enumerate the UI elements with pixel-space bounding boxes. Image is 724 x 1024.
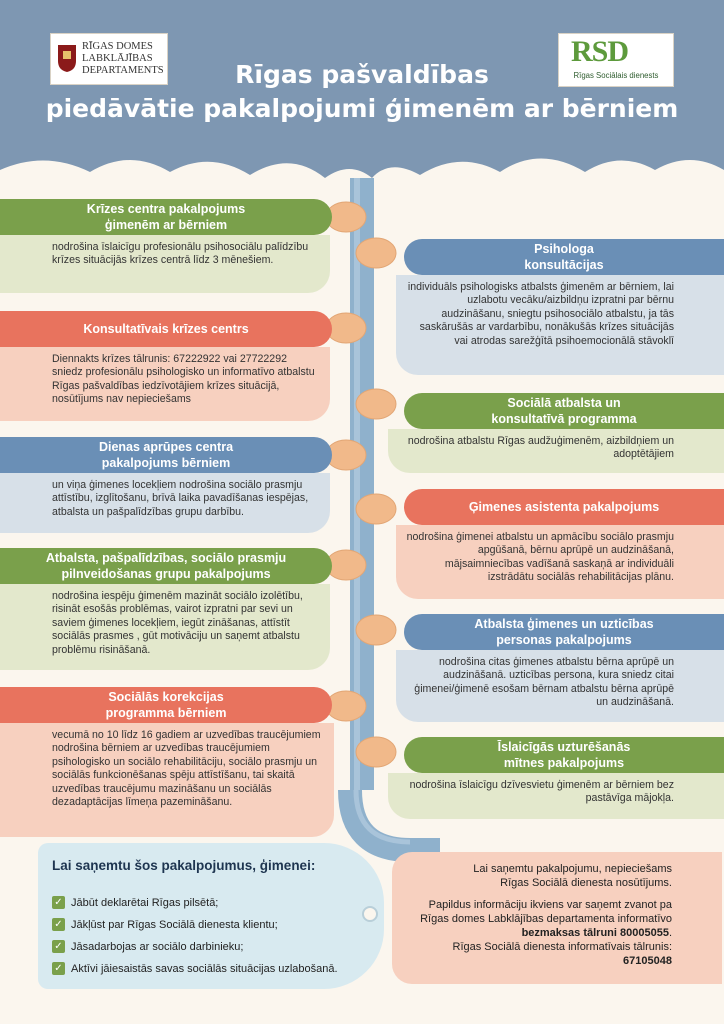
requirement-item: ✓ Aktīvi jāiesaistās savas sociālās situācijas uzlabošanā. <box>52 962 338 975</box>
service-title-sociala-atbalsta-programma: Sociālā atbalsta un konsultatīvā programma <box>404 393 724 429</box>
service-text-gimenes-asistents: nodrošina ģimenei atbalstu un apmācību sociālo prasmju apgūšanā, bērnu aprūpē un audzināšanā, mājsaimniecības vadīšanā saskaņā ar individuāli izstrādātu sociālās rehabilitācijas plānu. <box>396 525 724 599</box>
contact-info-text: Lai saņemtu pakalpojumu, nepieciešams Rīgas Sociālā dienesta nosūtījums. Papildus informāciju ikviens var saņemt zvanot pa Rīgas domes Labklājības departamenta informatīvo bezmaksas tālruni 80005055. Rīgas Sociālā dienesta informatīvais tālrunis: 67105048 <box>420 863 672 967</box>
check-icon: ✓ <box>52 940 65 953</box>
page-title-line-2: piedāvātie pakalpojumi ģimenēm ar bērniem <box>45 94 679 123</box>
check-icon: ✓ <box>52 896 65 909</box>
service-text-dienas-aprupes-centrs: un viņa ģimenes locekļiem nodrošina sociālo prasmju attīstību, izglītošanu, brīvā laika pavadīšanas iespējas, atbalsta un pašpalīdzības grupu darbību. <box>0 473 330 533</box>
service-text-mitnes-pakalpojums: nodrošina īslaicīgu dzīvesvietu ģimenēm ar bērniem bez pastāvīga mājokļa. <box>388 773 724 819</box>
service-text-atbalsta-gimene: nodrošina citas ģimenes atbalstu bērna aprūpē un audzināšanā. uzticības persona, kura sniedz citai ģimenei/ģimenē esošam bērnam atbalstu bērna aprūpē un audzināšanā. <box>396 650 724 722</box>
service-text-krizes-centrs: nodrošina īslaicīgu profesionālu psihosociālu palīdzību krīzes situācijās krīzes centrā līdz 3 mēnešiem. <box>0 235 330 293</box>
service-title-dienas-aprupes-centrs: Dienas aprūpes centra pakalpojums bērniem <box>0 437 332 473</box>
check-icon: ✓ <box>52 962 65 975</box>
tag-hole <box>362 906 378 922</box>
service-title-krizes-centrs: Krīzes centra pakalpojums ģimenēm ar bērniem <box>0 199 332 235</box>
service-text-atbalsta-grupas: nodrošina iespēju ģimenēm mazināt sociālo izolētību, risināt esošās problēmas, vairot izpratni par sevi un saviem ģimenes locekļiem, iegūt zināšanas, attīstīt sociālās prasmes , gūt motivāciju un saņemt atbalstu problēmu risināšanā. <box>0 584 330 670</box>
service-title-socialas-korekcijas: Sociālās korekcijas programma bērniem <box>0 687 332 723</box>
service-title-atbalsta-gimene: Atbalsta ģimenes un uzticības personas pakalpojums <box>404 614 724 650</box>
requirements-title: Lai saņemtu šos pakalpojumus, ģimenei: <box>52 858 316 873</box>
check-icon: ✓ <box>52 918 65 931</box>
service-text-sociala-atbalsta-programma: nodrošina atbalstu Rīgas audžuģimenēm, aizbildņiem un adoptētājiem <box>388 429 724 473</box>
service-title-mitnes-pakalpojums: Īslaicīgās uzturēšanās mītnes pakalpojums <box>404 737 724 773</box>
service-title-konsultativais-krizes-centrs: Konsultatīvais krīzes centrs <box>0 311 332 347</box>
service-title-psihologa-konsultacijas: Psihologa konsultācijas <box>404 239 724 275</box>
rsd-logo-caption: Rīgas Sociālais dienests <box>573 71 659 80</box>
requirement-item: ✓ Jāsadarbojas ar sociālo darbinieku; <box>52 940 243 953</box>
service-title-gimenes-asistents: Ģimenes asistenta pakalpojums <box>404 489 724 525</box>
requirement-item: ✓ Jākļūst par Rīgas Sociālā dienesta klientu; <box>52 918 278 931</box>
logo-line-1: RĪGAS DOMES <box>82 41 153 52</box>
page-title-line-1: Rīgas pašvaldības <box>235 60 489 89</box>
service-text-psihologa-konsultacijas: individuāls psihologisks atbalsts ģimenēm ar bērniem, lai uzlabotu vecāku/aizbildņu izpratni par bērnu audzināšanu, sniegtu psihosociālo atbalstu, ja tās saskārušās ar vardarbību, nonākušās krīzes situācijās vai atrodas sarežģītā psihoemocionālā stāvoklī <box>396 275 724 375</box>
service-text-konsultativais-krizes-centrs: Diennakts krīzes tālrunis: 67222922 vai 27722292 sniedz profesionālu psihologisko un informatīvo atbalstu Rīgas pašvaldības iedzīvotājiem krīzes situācijā, nosūtījums nav nepieciešams <box>0 347 330 421</box>
requirement-item: ✓ Jābūt deklarētai Rīgas pilsētā; <box>52 896 218 909</box>
logo-line-3: DEPARTAMENTS <box>82 65 164 76</box>
rsd-logo-mark: RSD <box>571 35 629 68</box>
logo-line-2: LABKLĀJĪBAS <box>82 53 153 64</box>
service-title-atbalsta-grupas: Atbalsta, pašpalīdzības, sociālo prasmju pilnveidošanas grupu pakalpojums <box>0 548 332 584</box>
service-text-socialas-korekcijas: vecumā no 10 līdz 16 gadiem ar uzvedības traucējumiem nodrošina bērniem ar uzvedības traucējumiem psihologisko un sociālo rehabilitāciju, sociālo prasmju un sociālās funkcionēšanas spēju attīstīšanu, tai skaitā uzvedības traucējumu mazināšanu un sociālās dezadaptācijas līmeņa pazemināšanu. <box>0 723 334 837</box>
